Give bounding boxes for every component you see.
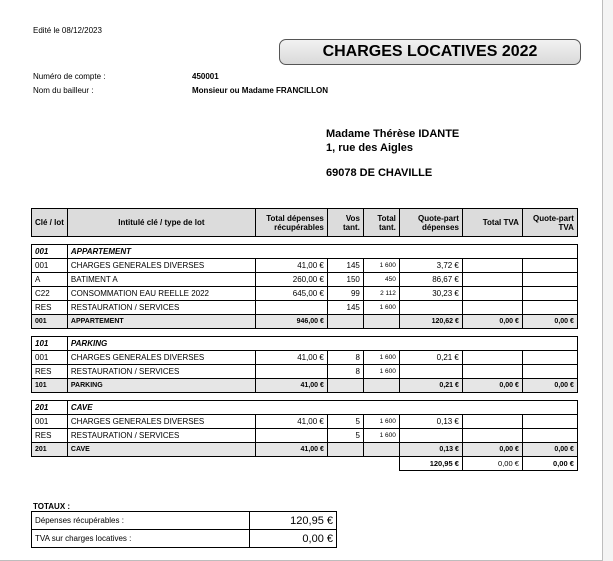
- summary-label: TVA sur charges locatives :: [32, 530, 250, 548]
- charges-table: [31, 208, 578, 471]
- col-header-label: Intitulé clé / type de lot: [67, 209, 255, 237]
- account-label: Numéro de compte :: [33, 72, 106, 81]
- table-row: RES RESTAURATION / SERVICES 8 1 600: [32, 365, 578, 379]
- section-header: 001 APPARTEMENT: [32, 245, 578, 259]
- owner-label: Nom du bailleur :: [33, 86, 94, 95]
- table-row: 001 CHARGES GENERALES DIVERSES 41,00 € 8 1 600 0,21 €: [32, 351, 578, 365]
- col-header-total: Total dépenses récupérables: [255, 209, 327, 237]
- section-total-row: 101 PARKING 41,00 € 0,21 € 0,00 € 0,00 €: [32, 379, 578, 393]
- grand-total-qp: 120,95 €: [399, 457, 462, 471]
- grand-total-tva: 0,00 €: [462, 457, 522, 471]
- section-header: 201 CAVE: [32, 401, 578, 415]
- table-row: 001 CHARGES GENERALES DIVERSES 41,00 € 5 1 600 0,13 €: [32, 415, 578, 429]
- recipient-street: 1, rue des Aigles: [326, 142, 414, 154]
- summary-row: [32, 512, 337, 530]
- owner-value: Monsieur ou Madame FRANCILLON: [192, 86, 329, 95]
- table-row: C22 CONSOMMATION EAU REELLE 2022 645,00 € 99 2 112 30,23 €: [32, 287, 578, 301]
- summary-value: 120,95 €: [250, 512, 337, 530]
- summary-title: TOTAUX :: [33, 502, 71, 511]
- table-row: A BATIMENT A 260,00 € 150 450 86,67 €: [32, 273, 578, 287]
- summary-label: Dépenses récupérables :: [32, 512, 250, 530]
- summary-row: [32, 530, 337, 548]
- col-header-tva: Total TVA: [462, 209, 522, 237]
- section-total-row: 001 APPARTEMENT 946,00 € 120,62 € 0,00 € 0,00 €: [32, 315, 578, 329]
- grand-total-qptva: 0,00 €: [522, 457, 577, 471]
- table-header: [32, 209, 578, 237]
- edited-date: Edité le 08/12/2023: [33, 26, 102, 35]
- table-row: 001 CHARGES GENERALES DIVERSES 41,00 € 145 1 600 3,72 €: [32, 259, 578, 273]
- summary-value: 0,00 €: [250, 530, 337, 548]
- summary-table: [31, 511, 337, 548]
- col-header-tot: Total tant.: [363, 209, 399, 237]
- recipient-name: Madame Thérèse IDANTE: [326, 128, 460, 140]
- window-edge: [603, 0, 613, 561]
- col-header-qptva: Quote-part TVA: [522, 209, 577, 237]
- col-header-vos: Vos tant.: [327, 209, 363, 237]
- table-row: RES RESTAURATION / SERVICES 145 1 600: [32, 301, 578, 315]
- section-header: 101 PARKING: [32, 337, 578, 351]
- col-header-key: Clé / lot: [32, 209, 68, 237]
- col-header-qp: Quote-part dépenses: [399, 209, 462, 237]
- account-value: 450001: [192, 72, 219, 81]
- table-row: RES RESTAURATION / SERVICES 5 1 600: [32, 429, 578, 443]
- document-title: CHARGES LOCATIVES 2022: [279, 39, 581, 65]
- grand-total-row: [32, 457, 578, 471]
- section-total-row: 201 CAVE 41,00 € 0,13 € 0,00 € 0,00 €: [32, 443, 578, 457]
- recipient-city: 69078 DE CHAVILLE: [326, 167, 433, 179]
